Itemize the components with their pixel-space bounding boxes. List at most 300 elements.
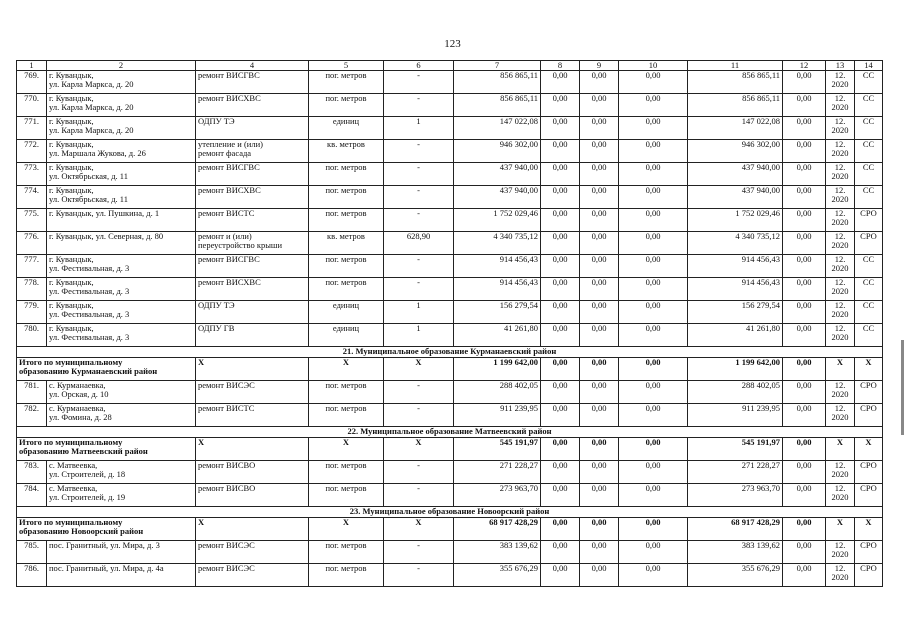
table-cell: СРО — [855, 484, 883, 507]
table-cell: 0,00 — [541, 163, 580, 186]
table-cell: 0,00 — [619, 186, 688, 209]
table-cell: 1 — [384, 324, 454, 347]
table-cell: 0,00 — [619, 255, 688, 278]
table-cell: 0,00 — [580, 301, 619, 324]
table-row — [17, 301, 883, 324]
table-cell: СРО — [855, 461, 883, 484]
table-cell: 0,00 — [580, 140, 619, 163]
table-cell: 0,00 — [619, 324, 688, 347]
table-cell: ремонт ВИСХВС — [196, 278, 309, 301]
table-cell: 0,00 — [541, 404, 580, 427]
table-cell: 0,00 — [541, 255, 580, 278]
table-cell: 12. 2020 — [826, 117, 855, 140]
table-cell: пос. Гранитный, ул. Мира, д. 3 — [47, 541, 196, 564]
table-cell: 0,00 — [619, 163, 688, 186]
table-cell: 0,00 — [580, 461, 619, 484]
table-cell: 0,00 — [783, 140, 826, 163]
table-row — [17, 324, 883, 347]
table-cell: кв. метров — [309, 140, 384, 163]
table-cell: - — [384, 163, 454, 186]
table-cell: 288 402,05 — [454, 381, 541, 404]
table-row — [17, 232, 883, 255]
table-cell: 0,00 — [783, 255, 826, 278]
table-cell: 1 752 029,46 — [688, 209, 783, 232]
table-cell: - — [384, 209, 454, 232]
column-number-cell: 13 — [826, 61, 855, 71]
table-cell: 0,00 — [783, 186, 826, 209]
table-cell: 0,00 — [783, 117, 826, 140]
table-cell: - — [384, 381, 454, 404]
table-cell: 0,00 — [580, 278, 619, 301]
table-cell: 0,00 — [580, 484, 619, 507]
table-cell: единиц — [309, 301, 384, 324]
table-cell: 782. — [17, 404, 47, 427]
table-row — [17, 564, 883, 587]
table-cell: пог. метров — [309, 278, 384, 301]
table-cell: ОДПУ ГВ — [196, 324, 309, 347]
column-number-cell: 10 — [619, 61, 688, 71]
table-cell: СС — [855, 324, 883, 347]
subtotal-cell: X — [826, 358, 855, 381]
table-row — [17, 71, 883, 94]
table-row — [17, 163, 883, 186]
table-cell: пог. метров — [309, 186, 384, 209]
table-cell: - — [384, 186, 454, 209]
table-cell: ремонт ВИСХВС — [196, 186, 309, 209]
table-row — [17, 381, 883, 404]
table-cell: СС — [855, 301, 883, 324]
table-cell: 0,00 — [580, 404, 619, 427]
table-row — [17, 255, 883, 278]
table-cell: 1 752 029,46 — [454, 209, 541, 232]
column-number-cell: 5 — [309, 61, 384, 71]
column-number-cell: 9 — [580, 61, 619, 71]
table-cell: 856 865,11 — [688, 94, 783, 117]
table-cell: 156 279,54 — [688, 301, 783, 324]
table-cell: 12. 2020 — [826, 140, 855, 163]
table-cell: пос. Гранитный, ул. Мира, д. 4а — [47, 564, 196, 587]
table-cell: 12. 2020 — [826, 564, 855, 587]
table-cell: 0,00 — [619, 484, 688, 507]
subtotal-cell: X — [384, 438, 454, 461]
table-cell: 288 402,05 — [688, 381, 783, 404]
table-cell: 12. 2020 — [826, 186, 855, 209]
table-cell: 0,00 — [783, 163, 826, 186]
table-cell: ремонт ВИСГВС — [196, 255, 309, 278]
table-cell: - — [384, 71, 454, 94]
subtotal-label: Итого по муниципальному образованию Новоорский район — [17, 518, 196, 541]
subtotal-cell: 0,00 — [783, 518, 826, 541]
table-cell: СС — [855, 94, 883, 117]
table-cell: 0,00 — [619, 404, 688, 427]
table-cell: 1 — [384, 301, 454, 324]
table-cell: 0,00 — [580, 209, 619, 232]
table-cell: ремонт ВИСЭС — [196, 541, 309, 564]
table-cell: 12. 2020 — [826, 278, 855, 301]
subtotal-cell: 0,00 — [580, 518, 619, 541]
table-cell: 0,00 — [783, 564, 826, 587]
table-cell: 0,00 — [541, 484, 580, 507]
table-cell: 156 279,54 — [454, 301, 541, 324]
table-cell: 41 261,80 — [454, 324, 541, 347]
page-number: 123 — [444, 38, 461, 50]
table-cell: 147 022,08 — [688, 117, 783, 140]
subtotal-cell: 1 199 642,00 — [454, 358, 541, 381]
table-cell: 0,00 — [619, 461, 688, 484]
table-cell: 0,00 — [783, 71, 826, 94]
subtotal-row — [17, 518, 883, 541]
table-cell: 0,00 — [619, 140, 688, 163]
table-cell: пог. метров — [309, 209, 384, 232]
subtotal-label: Итого по муниципальному образованию Матвеевский район — [17, 438, 196, 461]
table-row — [17, 209, 883, 232]
table-cell: СС — [855, 186, 883, 209]
table-cell: 4 340 735,12 — [688, 232, 783, 255]
table-cell: ремонт ВИСЭС — [196, 381, 309, 404]
table-cell: 0,00 — [783, 461, 826, 484]
subtotal-cell: 545 191,97 — [454, 438, 541, 461]
table-cell: 355 676,29 — [688, 564, 783, 587]
table-cell: 786. — [17, 564, 47, 587]
table-cell: пог. метров — [309, 381, 384, 404]
table-cell: с. Курманаевка, ул. Фомина, д. 28 — [47, 404, 196, 427]
section-header-row — [17, 507, 883, 518]
table-cell: 12. 2020 — [826, 404, 855, 427]
table-cell: 0,00 — [541, 564, 580, 587]
subtotal-cell: 0,00 — [619, 438, 688, 461]
table-cell: 0,00 — [619, 541, 688, 564]
subtotal-cell: X — [855, 358, 883, 381]
table-cell: пог. метров — [309, 484, 384, 507]
table-cell: 12. 2020 — [826, 209, 855, 232]
subtotal-cell: 0,00 — [580, 438, 619, 461]
table-cell: 0,00 — [580, 163, 619, 186]
table-cell: пог. метров — [309, 404, 384, 427]
table-cell: 0,00 — [580, 117, 619, 140]
table-cell: 1 — [384, 117, 454, 140]
table-cell: 12. 2020 — [826, 324, 855, 347]
table-cell: 914 456,43 — [454, 278, 541, 301]
page-edge-mark — [901, 340, 904, 435]
table-row — [17, 541, 883, 564]
table-cell: 0,00 — [783, 301, 826, 324]
table-cell: г. Кувандык, ул. Пушкина, д. 1 — [47, 209, 196, 232]
table-cell: 779. — [17, 301, 47, 324]
column-number-cell: 12 — [783, 61, 826, 71]
table-cell: 271 228,27 — [688, 461, 783, 484]
table-cell: 774. — [17, 186, 47, 209]
subtotal-row — [17, 438, 883, 461]
table-cell: с. Матвеевка, ул. Строителей, д. 18 — [47, 461, 196, 484]
section-title: 23. Муниципальное образование Новоорский район — [17, 507, 883, 518]
table-cell: 0,00 — [619, 117, 688, 140]
table-cell: 437 940,00 — [688, 186, 783, 209]
table-row — [17, 404, 883, 427]
section-title: 21. Муниципальное образование Курманаевский район — [17, 347, 883, 358]
section-header-row — [17, 347, 883, 358]
column-number-cell: 4 — [196, 61, 309, 71]
table-cell: г. Кувандык, ул. Маршала Жукова, д. 26 — [47, 140, 196, 163]
table-row — [17, 117, 883, 140]
table-cell: 0,00 — [619, 94, 688, 117]
table-cell: 437 940,00 — [454, 163, 541, 186]
table-cell: 0,00 — [580, 186, 619, 209]
table-cell: СС — [855, 278, 883, 301]
table-cell: СС — [855, 140, 883, 163]
subtotal-cell: 0,00 — [541, 438, 580, 461]
table-cell: пог. метров — [309, 564, 384, 587]
table-cell: 628,90 — [384, 232, 454, 255]
subtotal-cell: X — [309, 518, 384, 541]
table-cell: пог. метров — [309, 71, 384, 94]
table-cell: 41 261,80 — [688, 324, 783, 347]
table-cell: - — [384, 484, 454, 507]
table-cell: 0,00 — [619, 564, 688, 587]
table-cell: 769. — [17, 71, 47, 94]
table-cell: 12. 2020 — [826, 541, 855, 564]
column-number-cell: 1 — [17, 61, 47, 71]
table-cell: СС — [855, 71, 883, 94]
table-body — [17, 61, 883, 587]
table-cell: ремонт ВИСВО — [196, 484, 309, 507]
table-cell: г. Кувандык, ул. Октябрьская, д. 11 — [47, 163, 196, 186]
table-cell: 776. — [17, 232, 47, 255]
table-cell: 911 239,95 — [688, 404, 783, 427]
table-cell: утепление и (или) ремонт фасада — [196, 140, 309, 163]
table-cell: - — [384, 564, 454, 587]
table-cell: с. Матвеевка, ул. Строителей, д. 19 — [47, 484, 196, 507]
table-cell: 273 963,70 — [688, 484, 783, 507]
table-cell: 0,00 — [783, 324, 826, 347]
table-cell: - — [384, 94, 454, 117]
table-cell: 0,00 — [580, 71, 619, 94]
column-number-cell: 6 — [384, 61, 454, 71]
table-cell: ремонт ВИСТС — [196, 209, 309, 232]
table-cell: - — [384, 404, 454, 427]
table-cell: 785. — [17, 541, 47, 564]
subtotal-cell: 545 191,97 — [688, 438, 783, 461]
table-cell: 147 022,08 — [454, 117, 541, 140]
table-cell: кв. метров — [309, 232, 384, 255]
table-cell: 12. 2020 — [826, 484, 855, 507]
subtotal-cell: 0,00 — [619, 518, 688, 541]
table-cell: 383 139,62 — [454, 541, 541, 564]
table-cell: 0,00 — [541, 381, 580, 404]
table-cell: ремонт ВИСХВС — [196, 94, 309, 117]
column-number-row — [17, 61, 883, 71]
table-cell: ОДПУ ТЭ — [196, 301, 309, 324]
subtotal-cell: X — [196, 518, 309, 541]
table-cell: 0,00 — [580, 255, 619, 278]
table-cell: 12. 2020 — [826, 381, 855, 404]
table-cell: СРО — [855, 564, 883, 587]
subtotal-cell: X — [309, 438, 384, 461]
table-cell: 0,00 — [541, 209, 580, 232]
table-cell: 383 139,62 — [688, 541, 783, 564]
table-cell: 0,00 — [541, 324, 580, 347]
column-number-cell: 8 — [541, 61, 580, 71]
table-cell: 778. — [17, 278, 47, 301]
table-cell: 12. 2020 — [826, 232, 855, 255]
column-number-cell: 14 — [855, 61, 883, 71]
table-cell: 0,00 — [580, 564, 619, 587]
table-cell: 784. — [17, 484, 47, 507]
subtotal-cell: 0,00 — [783, 438, 826, 461]
table-cell: 856 865,11 — [454, 71, 541, 94]
table-cell: 271 228,27 — [454, 461, 541, 484]
table-cell: 12. 2020 — [826, 461, 855, 484]
table-cell: СРО — [855, 541, 883, 564]
table-cell: 0,00 — [541, 278, 580, 301]
section-title: 22. Муниципальное образование Матвеевский район — [17, 427, 883, 438]
table-cell: 0,00 — [619, 301, 688, 324]
table-cell: г. Кувандык, ул. Октябрьская, д. 11 — [47, 186, 196, 209]
table-cell: г. Кувандык, ул. Фестивальная, д. 3 — [47, 278, 196, 301]
table-cell: - — [384, 461, 454, 484]
table-cell: 0,00 — [783, 404, 826, 427]
subtotal-cell: 0,00 — [580, 358, 619, 381]
table-cell: 772. — [17, 140, 47, 163]
table-cell: - — [384, 278, 454, 301]
table-cell: 770. — [17, 94, 47, 117]
subtotal-cell: X — [384, 518, 454, 541]
subtotal-cell: X — [855, 438, 883, 461]
table-row — [17, 278, 883, 301]
table-cell: г. Кувандык, ул. Карла Маркса, д. 20 — [47, 71, 196, 94]
subtotal-cell: 0,00 — [619, 358, 688, 381]
table-cell: 0,00 — [619, 278, 688, 301]
table-row — [17, 140, 883, 163]
table-cell: ремонт и (или) переустройство крыши — [196, 232, 309, 255]
subtotal-cell: X — [826, 438, 855, 461]
table-cell: 0,00 — [541, 232, 580, 255]
table-cell: СС — [855, 255, 883, 278]
table-cell: 0,00 — [541, 301, 580, 324]
table-cell: пог. метров — [309, 255, 384, 278]
table-cell: 0,00 — [783, 541, 826, 564]
subtotal-cell: X — [309, 358, 384, 381]
table-cell: - — [384, 255, 454, 278]
table-row — [17, 484, 883, 507]
table-cell: 777. — [17, 255, 47, 278]
table-cell: 0,00 — [783, 484, 826, 507]
table-cell: г. Кувандык, ул. Северная, д. 80 — [47, 232, 196, 255]
table-cell: 0,00 — [541, 461, 580, 484]
subtotal-cell: 0,00 — [541, 518, 580, 541]
table-cell: 0,00 — [783, 278, 826, 301]
column-number-cell: 11 — [688, 61, 783, 71]
table-cell: 781. — [17, 381, 47, 404]
table-cell: 946 302,00 — [454, 140, 541, 163]
table-cell: 771. — [17, 117, 47, 140]
table-cell: единиц — [309, 324, 384, 347]
table-cell: г. Кувандык, ул. Фестивальная, д. 3 — [47, 324, 196, 347]
table-cell: 0,00 — [619, 232, 688, 255]
table-cell: 0,00 — [541, 117, 580, 140]
subtotal-row — [17, 358, 883, 381]
table-cell: 773. — [17, 163, 47, 186]
table-cell: 0,00 — [580, 324, 619, 347]
table-cell: г. Кувандык, ул. Фестивальная, д. 3 — [47, 255, 196, 278]
table-cell: 0,00 — [783, 94, 826, 117]
table-cell: 355 676,29 — [454, 564, 541, 587]
column-number-cell: 2 — [47, 61, 196, 71]
table-cell: г. Кувандык, ул. Карла Маркса, д. 20 — [47, 117, 196, 140]
table-cell: пог. метров — [309, 163, 384, 186]
table-cell: ремонт ВИСВО — [196, 461, 309, 484]
table-cell: 12. 2020 — [826, 163, 855, 186]
table-cell: ремонт ВИСТС — [196, 404, 309, 427]
table-cell: пог. метров — [309, 94, 384, 117]
table-cell: 0,00 — [619, 381, 688, 404]
table-cell: 12. 2020 — [826, 255, 855, 278]
table-cell: СРО — [855, 209, 883, 232]
table-cell: СС — [855, 163, 883, 186]
table-cell: единиц — [309, 117, 384, 140]
table-cell: 914 456,43 — [454, 255, 541, 278]
table-cell: ремонт ВИСГВС — [196, 163, 309, 186]
table-cell: ремонт ВИСГВС — [196, 71, 309, 94]
subtotal-cell: 0,00 — [541, 358, 580, 381]
table-cell: 12. 2020 — [826, 94, 855, 117]
table-cell: 0,00 — [619, 209, 688, 232]
table-cell: СРО — [855, 404, 883, 427]
table-cell: пог. метров — [309, 461, 384, 484]
table-cell: 437 940,00 — [454, 186, 541, 209]
table-cell: 12. 2020 — [826, 301, 855, 324]
table-cell: ремонт ВИСЭС — [196, 564, 309, 587]
table-cell: 12. 2020 — [826, 71, 855, 94]
table-cell: - — [384, 541, 454, 564]
table-row — [17, 94, 883, 117]
table-row — [17, 186, 883, 209]
table-cell: ОДПУ ТЭ — [196, 117, 309, 140]
subtotal-cell: X — [855, 518, 883, 541]
table-cell: 780. — [17, 324, 47, 347]
table-cell: 914 456,43 — [688, 255, 783, 278]
table-cell: 856 865,11 — [688, 71, 783, 94]
table-cell: 775. — [17, 209, 47, 232]
table-cell: 856 865,11 — [454, 94, 541, 117]
table-row — [17, 461, 883, 484]
subtotal-cell: 68 917 428,29 — [454, 518, 541, 541]
table-cell: 911 239,95 — [454, 404, 541, 427]
section-header-row — [17, 427, 883, 438]
table-cell: 914 456,43 — [688, 278, 783, 301]
table-cell: 0,00 — [541, 541, 580, 564]
table-cell: 0,00 — [541, 186, 580, 209]
table-cell: 0,00 — [541, 71, 580, 94]
subtotal-cell: X — [196, 438, 309, 461]
table-cell: пог. метров — [309, 541, 384, 564]
table-cell: с. Курманаевка, ул. Орская, д. 10 — [47, 381, 196, 404]
table-cell: СС — [855, 117, 883, 140]
table-cell: 946 302,00 — [688, 140, 783, 163]
table-cell: 0,00 — [580, 94, 619, 117]
table-cell: 437 940,00 — [688, 163, 783, 186]
table-cell: 0,00 — [580, 541, 619, 564]
table-cell: 0,00 — [783, 209, 826, 232]
subtotal-cell: X — [826, 518, 855, 541]
table-cell: СРО — [855, 232, 883, 255]
subtotal-label: Итого по муниципальному образованию Курманаевский район — [17, 358, 196, 381]
table-cell: 0,00 — [619, 71, 688, 94]
subtotal-cell: X — [196, 358, 309, 381]
table-cell: 0,00 — [580, 232, 619, 255]
table-cell: СРО — [855, 381, 883, 404]
table-cell: 0,00 — [783, 381, 826, 404]
column-number-cell: 7 — [454, 61, 541, 71]
